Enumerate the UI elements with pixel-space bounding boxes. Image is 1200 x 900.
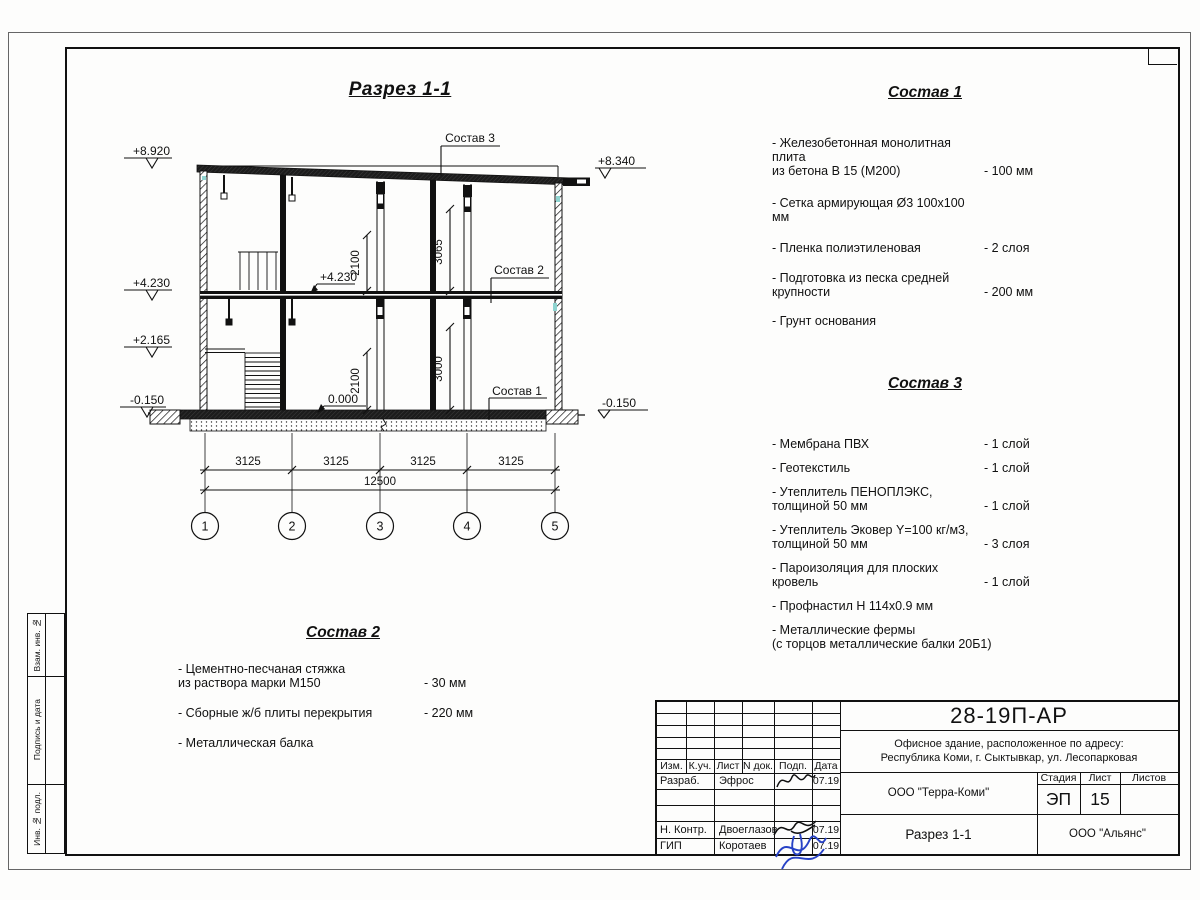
list-item: - Подготовка из песка средней крупности - 200 мм [772,271,1034,299]
tb-sheet-title: Разрез 1-1 [905,826,972,842]
dim-bay-3: 3125 [410,456,436,468]
list-item: - Профнастил Н 114х0.9 мм [772,599,934,613]
list-item: - Цементно-песчаная стяжка из раствора марки М150 - 30 мм [178,662,467,690]
tb-date-3: 07.19 [812,840,840,852]
sostav2-list [178,662,518,750]
callout-sostav1: Состав 1 [492,384,542,398]
axis-3: 3 [376,519,384,534]
tb-header-izm: Изм. [660,760,683,772]
axis-5: 5 [551,519,559,534]
tb-sheet-label: Лист [1088,772,1112,784]
axis-4: 4 [463,519,471,534]
list-item: - Утеплитель Эковер Y=100 кг/м3, толщиной 50 мм - 3 слоя [772,523,1030,551]
dim-f2-full: 3065 [433,239,445,265]
sostav1-heading: Состав 1 [888,84,962,101]
dim-bay-2: 3125 [323,456,349,468]
list-item: - Геотекстиль - 1 слой [772,461,1030,475]
tb-header-podp: Подп. [779,760,807,772]
tb-role-gip: ГИП [660,840,682,852]
callout-sostav3: Состав 3 [445,131,495,145]
elev-top-left: +8.920 [132,144,170,158]
signature-razrab [773,767,817,793]
list-item: - Железобетонная монолитная плита из бетона В 15 (М200) - 100 мм [772,136,1034,178]
section-drawing [100,70,680,570]
tb-document-code: 28-19П-АР [950,703,1068,728]
tb-sheets-label: Листов [1131,772,1167,784]
axis-2: 2 [288,519,296,534]
list-item: - Мембрана ПВХ - 1 слой [772,437,1030,451]
strip-cell-vzam: Взам. инв. № [31,618,42,672]
axis-dimensions [192,433,569,540]
interior-dimensions [350,205,454,414]
tb-stage-value: ЭП [1045,788,1072,809]
callout-sostav2: Состав 2 [494,263,544,277]
elev-base-left: -0.150 [129,393,164,407]
list-item: - Пленка полиэтиленовая - 2 слоя [772,241,1030,255]
tb-header-data: Дата [814,760,838,772]
sostav3-list [772,437,1112,651]
sostav1-list [772,136,1112,328]
tb-object: Офисное здание, расположенное по адресу: Республика Коми, г. Сыктывкар, ул. Лесопарковая [880,738,1138,764]
title-block [655,700,1180,856]
margin-strip [27,613,65,854]
tb-name-efros: Эфрос [719,775,754,787]
ground-slab [148,410,585,431]
tb-header-list: Лист [716,760,740,772]
elev-top-right: +8.340 [598,154,636,168]
list-item: - Сетка армирующая Ø3 100х100 мм [772,196,965,224]
list-item: - Утеплитель ПЕНОПЛЭКС, толщиной 50 мм - 1 слой [772,485,1030,513]
dim-bay-1: 3125 [235,456,261,468]
dim-total: 12500 [364,476,396,488]
tb-role-razrab: Разраб. [660,775,700,787]
tb-date-1: 07.19 [812,775,840,787]
sostav2-heading: Состав 2 [306,624,380,641]
elev-floor2-left: +4.230 [132,276,170,290]
tb-header-kuch: К.уч. [688,760,712,772]
dim-bay-4: 3125 [498,456,524,468]
floor-slab [200,291,562,299]
tb-name-dvoeglazov: Двоеглазов [719,823,777,836]
elev-zero: 0.000 [328,392,359,406]
tb-organization: ООО "Терра-Коми" [887,787,990,799]
tb-stage-label: Стадия [1040,772,1077,784]
tb-sheet-number: 15 [1090,788,1110,809]
tb-contractor: ООО "Альянс" [1069,828,1146,840]
dim-f1-full: 3000 [433,356,445,382]
signature-gip [768,827,830,881]
axis-numbers [202,520,559,534]
list-item: - Металлические фермы (с торцов металлические балки 20Б1) [772,623,992,651]
strip-cell-inv: Инв. № подл. [31,791,42,846]
list-item: - Металлическая балка [178,736,314,750]
elev-base-right: -0.150 [602,396,637,410]
roof [197,165,590,186]
stairs [205,252,283,410]
dim-f1-clear: 2100 [350,368,362,394]
list-item: - Пароизоляция для плоских кровель - 1 слой [772,561,1030,589]
elev-landing: +2.165 [132,333,170,347]
elev-floor2-inner: +4.230 [320,270,358,284]
list-item: - Сборные ж/б плиты перекрытия - 220 мм [178,706,474,720]
tb-role-nkontr: Н. Контр. [660,823,707,836]
list-item: - Грунт основания [772,314,877,328]
strip-cell-podpis: Подпись и дата [31,699,42,761]
tb-header-ndok: N док. [743,760,773,772]
sostav3-heading: Состав 3 [888,375,962,392]
corner-box [1148,47,1177,65]
axis-1: 1 [201,519,209,534]
tb-date-2: 07.19 [812,823,840,836]
section-title: Разрез 1-1 [348,79,452,100]
dim-f2-clear: 2100 [350,250,362,276]
tb-name-korotaev: Коротаев [719,840,767,852]
